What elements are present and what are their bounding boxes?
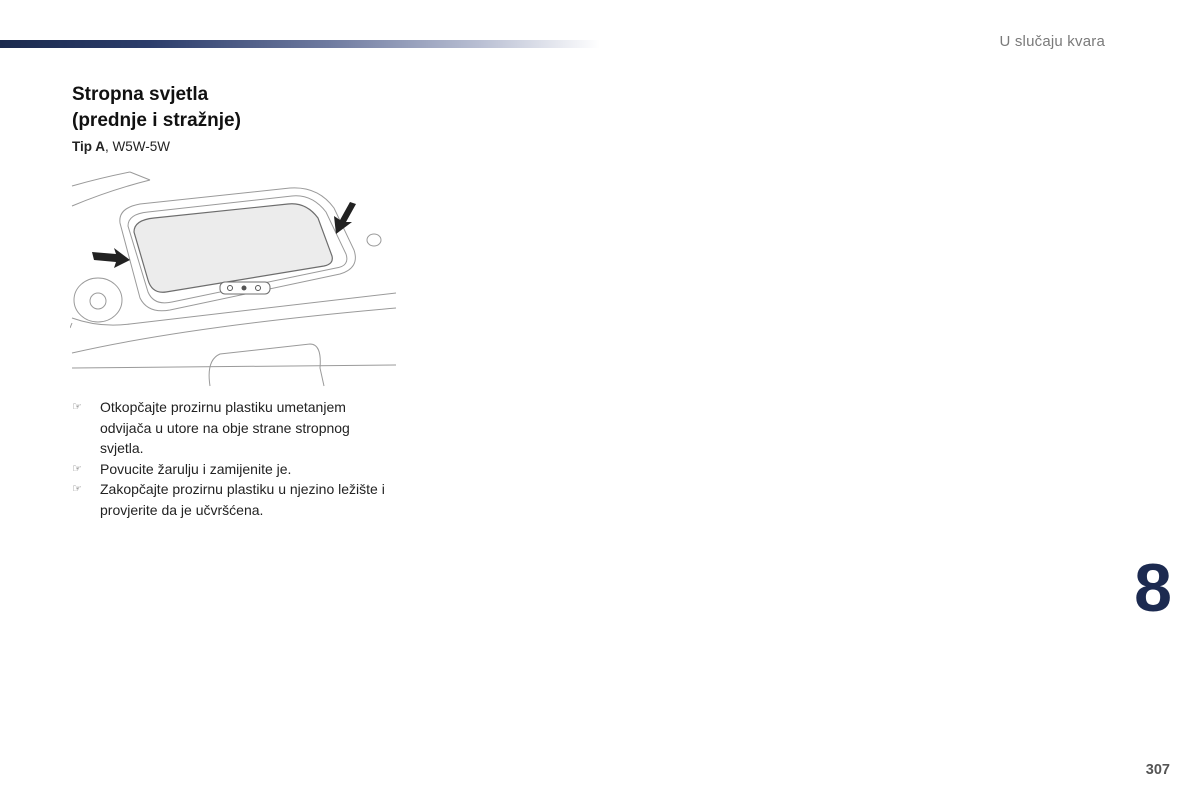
instruction-list: [72, 397, 392, 520]
section-title: U slučaju kvara: [999, 33, 1105, 50]
header-gradient-bar: [0, 40, 600, 48]
chapter-number: 8: [1134, 550, 1172, 626]
bulb-type-value: , W5W-5W: [105, 139, 170, 154]
pointing-hand-icon: ☞: [72, 482, 82, 495]
ceiling-light-diagram-icon: [70, 168, 398, 390]
pointing-hand-icon: ☞: [72, 461, 82, 475]
list-item: [72, 397, 392, 459]
list-item: [72, 479, 392, 520]
title-line-1: Stropna svjetla: [72, 84, 209, 105]
list-item: [72, 459, 392, 480]
bulb-type-label: Tip A: [72, 139, 105, 154]
step-text: Zakopčajte prozirnu plastiku u njezino ležište i provjerite da je učvršćena.: [100, 481, 385, 518]
page-number: 307: [1145, 762, 1170, 778]
pointing-hand-icon: ☞: [72, 400, 82, 413]
page-title: [72, 82, 241, 134]
step-text: Povucite žarulju i zamijenite je.: [100, 460, 292, 477]
title-line-2: (prednje i stražnje): [72, 110, 241, 131]
bulb-type: [72, 139, 170, 154]
step-text: Otkopčajte prozirnu plastiku umetanjem odvijača u utore na obje strane stropnog svjetla.: [100, 399, 350, 456]
